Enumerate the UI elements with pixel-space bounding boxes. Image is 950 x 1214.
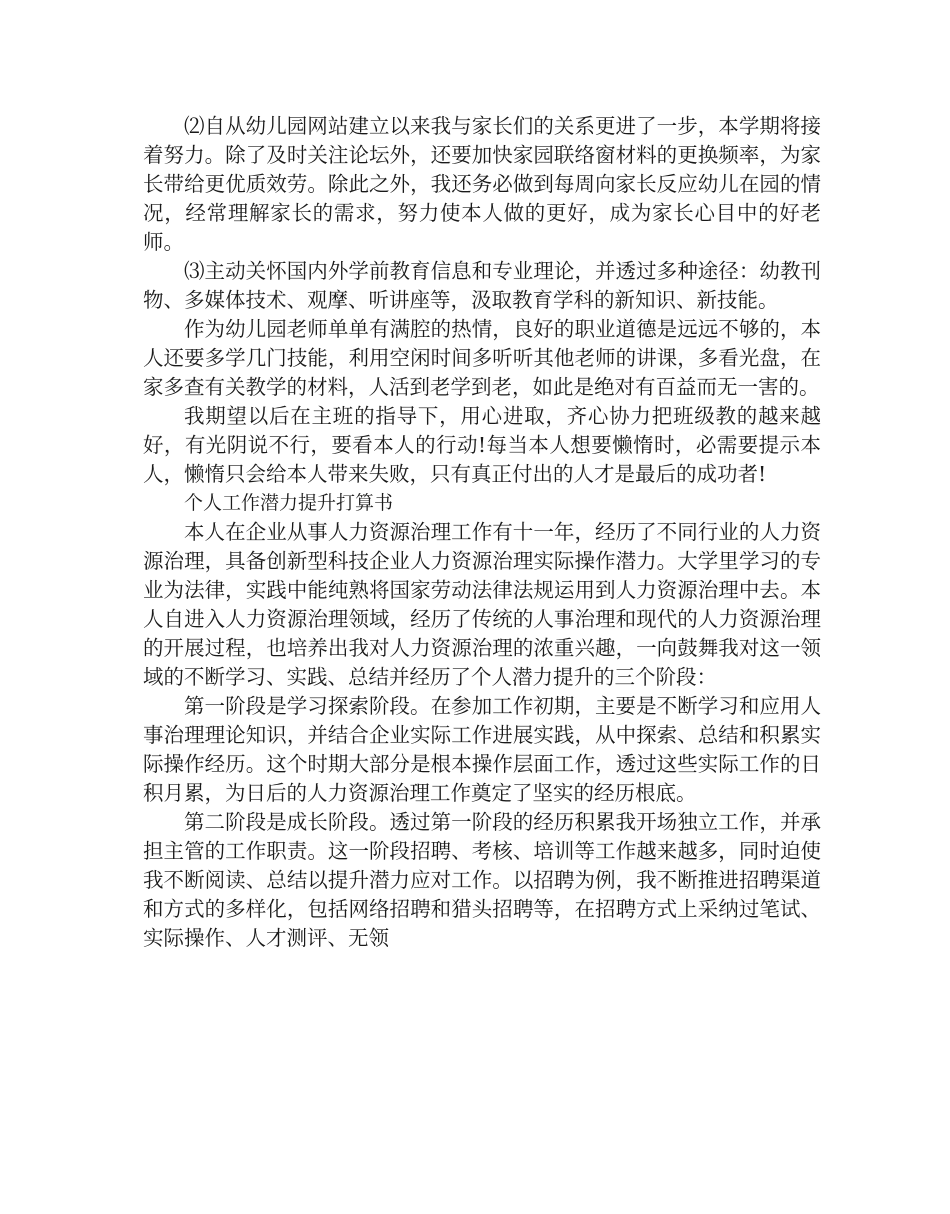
- paragraph-hr-experience: 本人在企业从事人力资源治理工作有十一年，经历了不同行业的人力资源治理，具备创新型科技企业人力资源治理实际操作潜力。大学里学习的专业为法律，实践中能纯熟将国家劳动法律法规运用到人力资源治理中去。本人自进入人力资源治理领域，经历了传统的人事治理和现代的人力资源治理的开展过程，也培养出我对人力资源治理的浓重兴趣，一向鼓舞我对这一领域的不断学习、实践、总结并经历了个人潜力提升的三个阶段：: [143, 520, 821, 689]
- paragraph-future-hope: 我期望以后在主班的指导下，用心进取，齐心协力把班级教的越来越好，有光阴说不行，要看本人的行动!每当本人想要懒惰时，必需要提示本人，懒惰只会给本人带来失败，只有真正付出的人才是最后的成功者!: [143, 404, 821, 486]
- section-heading: 个人工作潜力提升打算书: [184, 492, 394, 514]
- paragraph-preschool-education-info: ⑶主动关怀国内外学前教育信息和专业理论，并透过多种途径：幼教刊物、多媒体技术、观摩、听讲座等，汲取教育学科的新知识、新技能。: [143, 259, 821, 312]
- paragraph-learning-skills: 作为幼儿园老师单单有满腔的热情，良好的职业道德是远远不够的，本人还要多学几门技能，利用空闲时间多听听其他老师的讲课，多看光盘，在家多查有关教学的材料，人活到老学到老，如此是绝对有百益而无一害的。: [143, 317, 821, 399]
- paragraph-stage-one: 第一阶段是学习探索阶段。在参加工作初期，主要是不断学习和应用人事治理理论知识，并结合企业实际工作进展实践，从中探索、总结和积累实际操作经历。这个时期大部分是根本操作层面工作，透过这些实际工作的日积月累，为日后的人力资源治理工作奠定了坚实的经历根底。: [143, 694, 821, 805]
- paragraph-parent-communication: ⑵自从幼儿园网站建立以来我与家长们的关系更进了一步，本学期将接着努力。除了及时关注论坛外，还要加快家园联络窗材料的更换频率，为家长带给更优质效劳。除此之外，我还务必做到每周向家长反应幼儿在园的情况，经常理解家长的需求，努力使本人做的更好，成为家长心目中的好老师。: [143, 114, 821, 254]
- document-body: [143, 112, 821, 953]
- paragraph-stage-two: 第二阶段是成长阶段。透过第一阶段的经历积累我开场独立工作，并承担主管的工作职责。这一阶段招聘、考核、培训等工作越来越多，同时迫使我不断阅读、总结以提升潜力应对工作。以招聘为例，我不断推进招聘渠道和方式的多样化，包括网络招聘和猎头招聘等，在招聘方式上采纳过笔试、实际操作、人才测评、无领: [143, 810, 821, 950]
